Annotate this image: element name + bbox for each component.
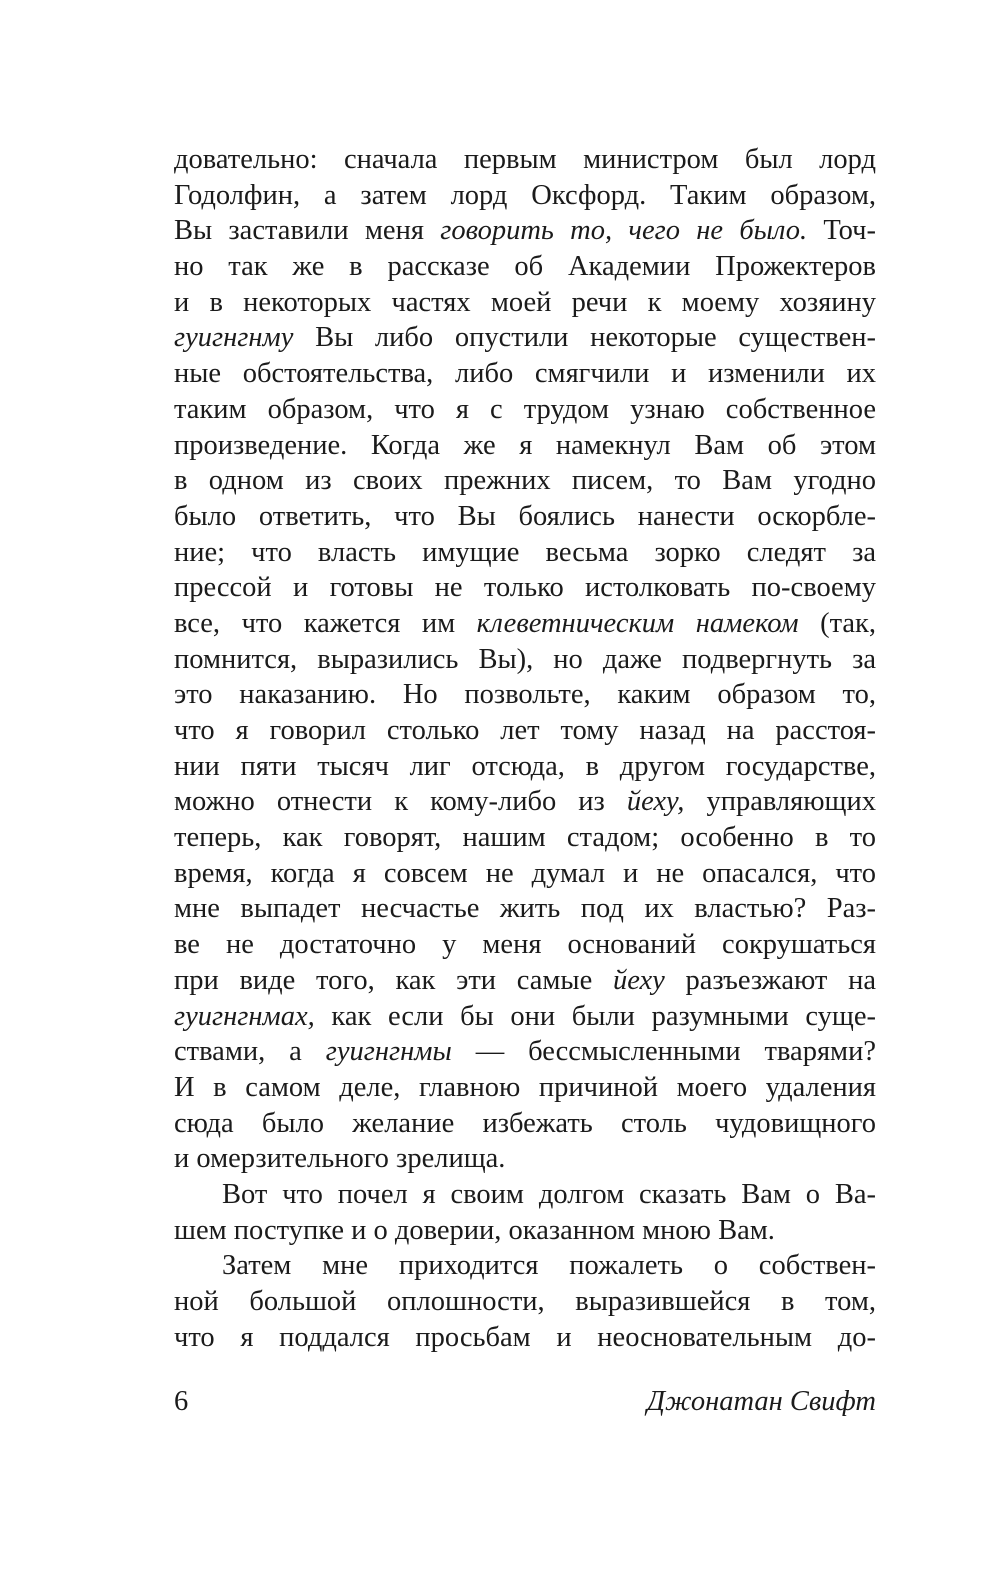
text-line: время, когда я совсем не думал и не опасался, что	[174, 857, 876, 889]
text-line: помнится, выразились Вы), но даже подвергнуть за	[174, 643, 876, 675]
text-line: шем поступке и о доверии, оказанном мною Вам.	[174, 1214, 775, 1246]
text-line: это наказанию. Но позвольте, каким образом то,	[174, 679, 876, 711]
text-line: ве не достаточно у меня оснований сокрушаться	[174, 929, 876, 961]
text-line: что я говорил столько лет тому назад на расстоя-	[174, 715, 876, 746]
text-line: Вы заставили меня говорить то, чего не было. Точ-	[174, 215, 876, 247]
text-line: таким образом, что я с трудом узнаю собственное	[174, 393, 876, 425]
italic-phrase: говорить то, чего не было.	[440, 215, 808, 247]
text-line: и в некоторых частях моей речи к моему хозяину	[174, 286, 876, 318]
italic-phrase: гуигнгнмах,	[174, 1000, 315, 1032]
text-line: все, что кажется им клеветническим намеком (так,	[174, 607, 876, 639]
text-line: гуигнгнмах, как если бы они были разумными суще-	[174, 1000, 876, 1032]
text-line: довательно: сначала первым министром был лорд	[174, 144, 876, 175]
text-line: Вот что почел я своим долгом сказать Вам о Ва-	[222, 1178, 876, 1210]
text-line: что я поддался просьбам и неосновательным до-	[174, 1321, 876, 1353]
text-line: произведение. Когда же я намекнул Вам об этом	[174, 429, 876, 461]
text-line: но так же в рассказе об Академии Прожектеров	[174, 251, 876, 283]
text-line: ствами, а гуигнгнмы — бессмысленными тварями?	[174, 1036, 876, 1068]
text-line: Затем мне приходится пожалеть о собствен-	[222, 1250, 876, 1282]
text-line: можно отнести к кому-либо из йеху, управляющих	[174, 786, 876, 818]
page-body	[174, 142, 876, 1355]
text-line: и омерзительного зрелища.	[174, 1143, 506, 1175]
italic-phrase: клеветническим намеком	[476, 607, 799, 639]
text-line: было ответить, что Вы боялись нанести оскорбле-	[174, 500, 876, 532]
page-footer	[174, 1384, 876, 1420]
italic-phrase: гуигнгнму	[174, 322, 294, 354]
text-line: сюда было желание избежать столь чудовищного	[174, 1107, 876, 1139]
italic-phrase: йеху	[612, 964, 665, 996]
text-line: ные обстоятельства, либо смягчили и изменили их	[174, 358, 876, 390]
text-line: при виде того, как эти самые йеху разъезжают на	[174, 964, 876, 996]
text-line: ной большой оплошности, выразившейся в том,	[174, 1286, 876, 1317]
italic-phrase: йеху,	[626, 786, 685, 818]
italic-phrase: гуигнгнмы	[325, 1036, 452, 1068]
text-line: ние; что власть имущие весьма зорко следят за	[174, 536, 876, 568]
text-line: в одном из своих прежних писем, то Вам угодно	[174, 465, 876, 497]
running-author: Джонатан Свифт	[646, 1386, 876, 1417]
text-line: Годолфин, а затем лорд Оксфорд. Таким образом,	[174, 179, 876, 211]
text-line: мне выпадет несчастье жить под их властью? Раз-	[174, 893, 876, 925]
text-line: прессой и готовы не только истолковать по-своему	[174, 572, 876, 604]
text-line: И в самом деле, главною причиной моего удаления	[174, 1071, 876, 1103]
text-line: гуигнгнму Вы либо опустили некоторые существен-	[174, 322, 876, 354]
text-line: нии пяти тысяч лиг отсюда, в другом государстве,	[174, 750, 876, 782]
text-line: теперь, как говорят, нашим стадом; особенно в то	[174, 822, 876, 854]
page-number: 6	[174, 1386, 189, 1417]
